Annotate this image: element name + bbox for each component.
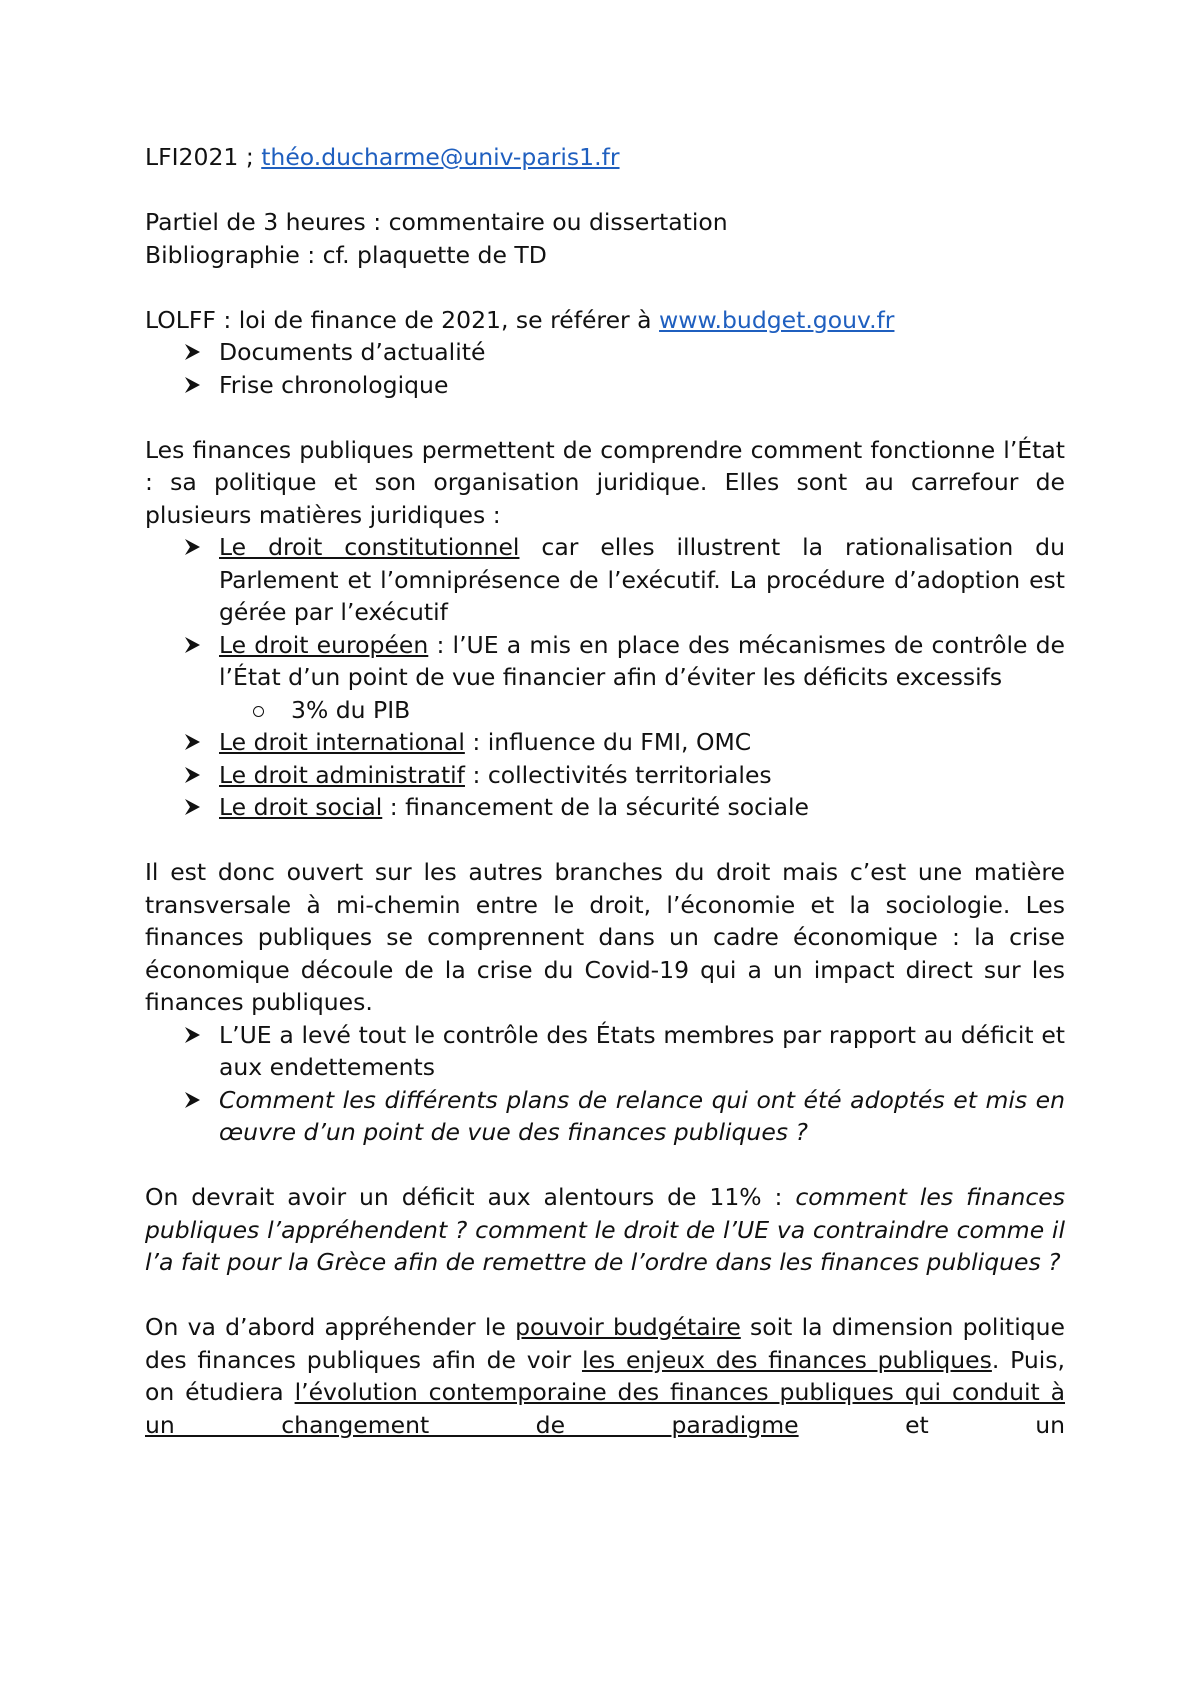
arrow-bullet-icon (183, 1091, 201, 1109)
list-item: Le droit européen : l’UE a mis en place des mécanismes de contrôle de l’État d’un point de vue financier afin d’éviter les déficits excessifs 3% du PIB (145, 629, 1065, 727)
list-item: Frise chronologique (145, 369, 1065, 402)
list-item: Comment les différents plans de relance qui ont été adoptés et mis en œuvre d’un point de vue des finances publiques ? (145, 1084, 1065, 1149)
list-item: Documents d’actualité (145, 336, 1065, 369)
arrow-bullet-icon (183, 766, 201, 784)
sub-list-item: 3% du PIB (145, 694, 1065, 727)
bibliography-info: Bibliographie : cf. plaquette de TD (145, 240, 547, 269)
arrow-bullet-icon (183, 798, 201, 816)
email-link[interactable]: théo.ducharme@univ-paris1.fr (261, 143, 620, 171)
list-item: Le droit international : influence du FMI, OMC (145, 726, 1065, 759)
intro-paragraph: Les finances publiques permettent de comprendre comment fonctionne l’État : sa politique et son organisation juridique. Elles sont au carrefour de plusieurs matières juridiques : (145, 435, 1065, 529)
arrow-bullet-icon (183, 376, 201, 394)
transversal-paragraph: Il est donc ouvert sur les autres branches du droit mais c’est une matière transversale à mi-chemin entre le droit, l’économie et la sociologie. Les finances publiques se comprennent dans un cadre économique : la crise économique découle de la crise du Covid-19 qui a un impact direct sur les finances publiques. (145, 858, 1065, 1016)
arrow-bullet-icon (183, 343, 201, 361)
transversal-list (145, 1019, 1065, 1149)
disciplines-list (145, 531, 1065, 824)
document-body (145, 141, 1065, 1441)
arrow-bullet-icon (183, 636, 201, 654)
arrow-bullet-icon (183, 1026, 201, 1044)
plan-paragraph: On va d’abord appréhender le pouvoir budgétaire soit la dimension politique des finances publiques afin de voir les enjeux des finances publiques. Puis, on étudiera l’évolution contemporaine des finances publiques qui conduit à un changement de paradigme et un (145, 1313, 1066, 1439)
deficit-paragraph: On devrait avoir un déficit aux alentours de 11% : comment les finances publiques l’appréhendent ? comment le droit de l’UE va contraindre comme il l’a fait pour la Grèce afin de remettre de l’ordre dans les finances publiques ? (145, 1183, 1065, 1276)
exam-info: Partiel de 3 heures : commentaire ou dissertation (145, 208, 728, 236)
lolff-list (145, 336, 1065, 401)
budget-link[interactable]: www.budget.gouv.fr (659, 305, 895, 334)
circle-bullet-icon (253, 706, 264, 717)
course-code: LFI2021 ; (145, 143, 262, 171)
list-item: Le droit administratif : collectivités territoriales (145, 759, 1065, 792)
arrow-bullet-icon (183, 733, 201, 751)
arrow-bullet-icon (183, 538, 201, 556)
list-item: Le droit constitutionnel car elles illustrent la rationalisation du Parlement et l’omniprésence de l’exécutif. La procédure d’adoption est gérée par l’exécutif (145, 531, 1065, 629)
sub-list (145, 694, 1065, 727)
course-header (145, 141, 1065, 174)
list-item: Le droit social : financement de la sécurité sociale (145, 791, 1065, 824)
list-item: L’UE a levé tout le contrôle des États membres par rapport au déficit et aux endettements (145, 1019, 1065, 1084)
lolff-line: LOLFF : loi de finance de 2021, se référer à www.budget.gouv.fr (145, 305, 895, 334)
